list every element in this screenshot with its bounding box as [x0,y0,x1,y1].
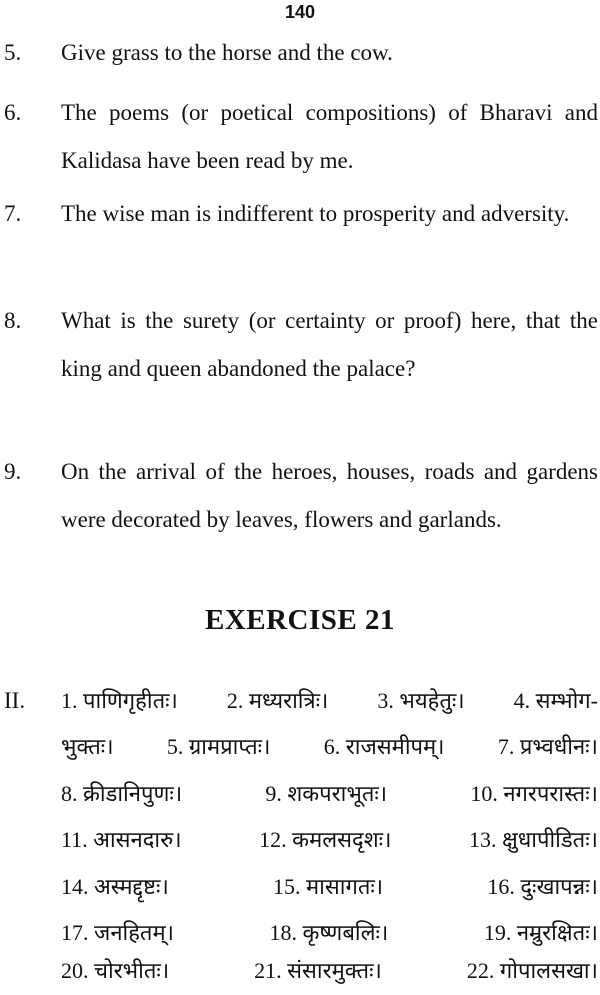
exercise-answer: 3. भयहेतुः। [377,688,465,713]
exercise-label: II. [4,688,26,713]
item-number: 8. [4,308,22,333]
exercise-line [61,946,598,995]
exercise-answer: 21. संसारमुक्तः। [254,958,382,983]
exercise-answer: 13. क्षुधापीडितः। [468,827,598,852]
exercise-answer: 19. नम्रुरक्षितः। [483,920,598,945]
exercise-answer: 10. नगरपरास्तः। [470,781,598,806]
page-number: 140 [284,2,316,22]
exercise-answer: 16. दुःखापन्नः। [487,874,598,899]
exercise-answer: 17. जनहितम्। [61,920,174,945]
item-text: The wise man is indifferent to prosperity and adversity. [61,201,570,226]
exercise-answer: 20. चोरभीतः। [61,958,170,983]
exercise-answer: 8. क्रीडानिपुणः। [61,781,183,806]
exercise-answer: 5. ग्रामप्राप्तः। [166,734,271,759]
exercise-line [61,769,598,818]
item-number: 9. [4,459,22,484]
exercise-answer: 18. कृष्णबलिः। [269,920,389,945]
exercise-answer: 7. प्रभ्वधीनः। [497,734,598,759]
item-number: 6. [4,100,22,125]
item-text: Give grass to the horse and the cow. [61,40,393,65]
exercise-answer: 12. कमलसदृशः। [259,827,392,852]
exercise-heading: EXERCISE 21 [204,604,396,636]
item-number: 7. [4,201,22,226]
exercise-answer: 14. अस्मद्दृष्टः। [61,874,169,899]
exercise-line [61,862,598,911]
exercise-answer: 1. पाणिगृहीतः। [61,688,178,713]
item-text: The poems (or poetical compositions) of Bharavi and Kalidasa have been read by me. [61,100,598,173]
exercise-answer: 6. राजसमीपम्। [323,734,445,759]
exercise-answer: 2. मध्यरात्रिः। [226,688,329,713]
item-text: What is the surety (or certainty or proof) here, that the king and queen abandoned the palace? [61,308,598,381]
exercise-answer: 9. शकपराभूतः। [265,781,388,806]
exercise-answer: भुक्तः। [61,734,114,759]
exercise-answer: 4. सम्भोग- [513,688,598,713]
item-text: On the arrival of the heroes, houses, roads and gardens were decorated by leaves, flowers and garlands. [61,459,598,532]
exercise-answer: 15. मासागतः। [273,874,384,899]
exercise-line [61,722,598,771]
exercise-line [61,815,598,864]
exercise-answer: 11. आसनदारु। [61,827,182,852]
exercise-line [61,676,598,725]
item-number: 5. [4,40,22,65]
exercise-answer: 22. गोपालसखा। [466,958,598,983]
